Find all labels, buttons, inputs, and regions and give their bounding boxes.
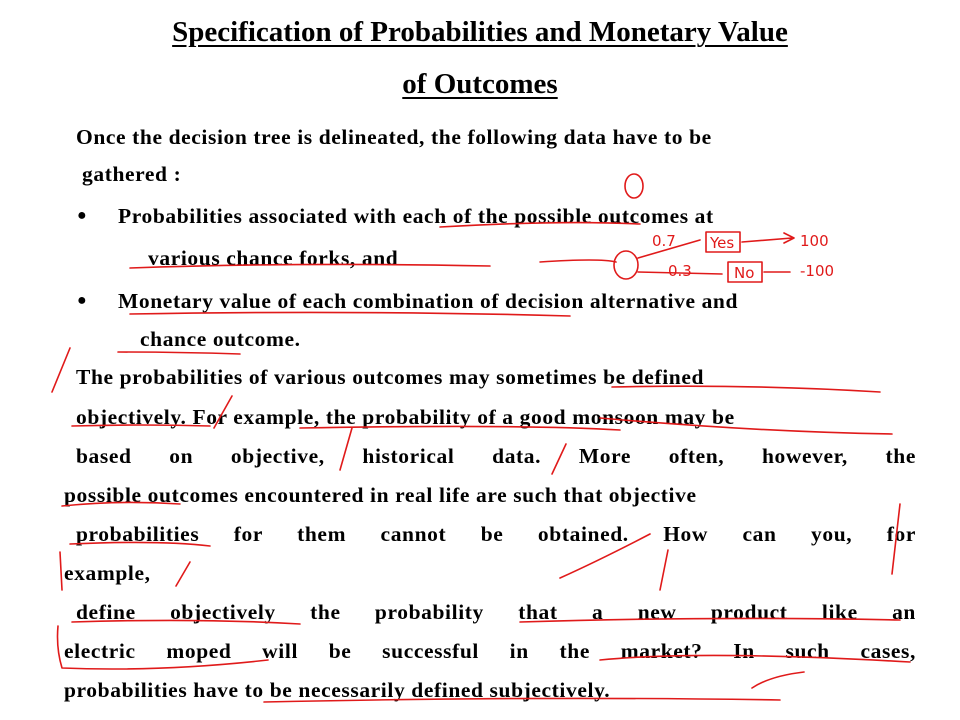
bullet-2-line-1: Monetary value of each combination of decision alternative and [118, 289, 739, 313]
value-no-text: -100 [800, 262, 835, 280]
intro-line-2: gathered : [82, 162, 182, 186]
paragraph-line-6: example, [64, 561, 151, 585]
page-title-line-1: Specification of Probabilities and Monetary Value [172, 16, 788, 48]
arrow-yes [742, 233, 794, 243]
yes-box [706, 232, 740, 252]
bullet-1-line-1: Probabilities associated with each of the possible outcomes at [118, 204, 714, 228]
slash-mark [176, 562, 190, 586]
paragraph-line-4: possible outcomes encountered in real life are such that objective [64, 483, 697, 507]
chance-node-circle-top [625, 174, 643, 198]
underline-mark [752, 672, 804, 688]
intro-line-1: Once the decision tree is delineated, the following data have to be [76, 125, 712, 149]
paragraph-line-1: The probabilities of various outcomes may sometimes be defined [76, 365, 705, 389]
paragraph-line-7: define objectively the probability that a new product like an [76, 600, 916, 624]
paragraph-line-5: probabilities for them cannot be obtained. How can you, for [76, 522, 916, 546]
margin-mark [52, 348, 70, 392]
no-box [728, 262, 762, 282]
probability-low-text: 0.3 [668, 262, 692, 280]
bullet-2-line-2: chance outcome. [140, 327, 301, 351]
paragraph-line-9: probabilities have to be necessarily defined subjectively. [64, 678, 611, 702]
slash-mark [660, 550, 668, 590]
paragraph-line-8: electric moped will be successful in the market? In such cases, [64, 639, 916, 663]
tree-branch-upper [638, 240, 700, 258]
underline-mark [118, 352, 240, 354]
bullet-1-line-2: various chance forks, and [148, 246, 399, 270]
bullet-icon: ● [77, 292, 87, 309]
value-yes-text: 100 [800, 232, 829, 250]
underline-mark [540, 260, 616, 262]
paragraph-line-2: objectively. For example, the probability of a good monsoon may be [76, 405, 735, 429]
label-yes-text: Yes [710, 234, 735, 252]
probability-high-text: 0.7 [652, 232, 676, 250]
label-no-text: No [734, 264, 755, 282]
page-title-line-2: of Outcomes [402, 68, 558, 100]
tree-branch-lower [638, 272, 722, 274]
paragraph-line-3: based on objective, historical data. More often, however, the [76, 444, 916, 468]
bullet-icon: ● [77, 207, 87, 224]
margin-mark [60, 552, 62, 590]
chance-node-circle [614, 251, 638, 279]
